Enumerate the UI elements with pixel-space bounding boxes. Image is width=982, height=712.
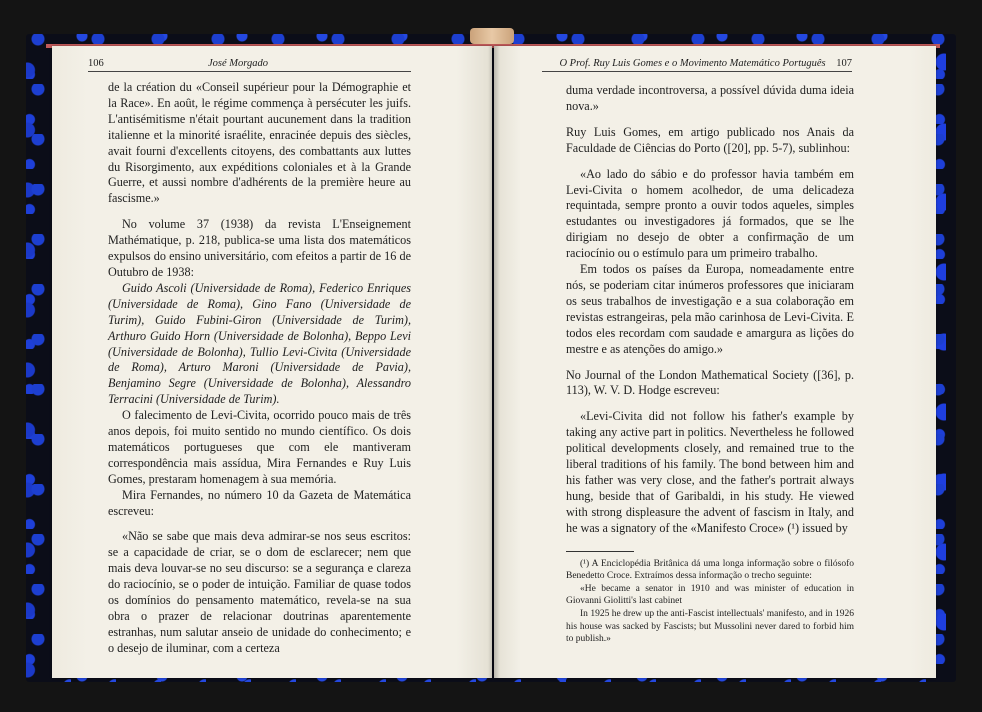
paragraph: Mira Fernandes, no número 10 da Gazeta de Matemática escreveu: (108, 487, 411, 518)
footnote: In 1925 he drew up the anti-Fascist intellectuals' manifesto, and in 1926 his house was sacked by Fascists; but Mussolini never dared to forbid him to publish.» (566, 608, 854, 645)
footnotes (566, 558, 854, 646)
left-page-text (108, 80, 411, 657)
block-quote: Em todos os países da Europa, nomeadamente entre nós, se poderiam citar inúmeros professores que iniciaram os seus trabalhos de investigação e a sua colaboração em revistas estrangeiras, pela mão carinhosa de Levi-Civita. E todos eles recordam com saudade e amargura as lições do mestre e as atenções do amigo.» (566, 262, 854, 356)
block-quote: «Não se sabe que mais deva admirar-se nos seus escritos: se a capacidade de criar, se o dom de esclarecer; nem que mais deva louvar-se no seu discurso: se a segurança e clareza do raciocínio, se o poder de intuição. Familiar de quase todos os domínios do pensamento matemático, revela-se na sua obra o prazer de relacionar doutrinas aparentemente estranhas, num salutar anseio de unidade do conhecimento; e o desejo de iluminar, com a certeza (108, 529, 411, 655)
left-page-header (88, 58, 411, 72)
right-page (494, 46, 936, 678)
paragraph: O falecimento de Levi-Civita, ocorrido pouco mais de três anos depois, foi muito sentido no mundo científico. Os dois matemáticos portugueses que com ele mantiveram correspondência mais assídua, Mira Fernandes e Ruy Luis Gomes, prestaram homenagem à sua memória. (108, 408, 411, 486)
right-page-text (566, 83, 854, 646)
paragraph: de la création du «Conseil supérieur pour la Démographie et la Race». En août, le régime commença à persécuter les juifs. L'antisémitisme n'était pourtant aucunement dans la tradition italienne et la minorité israélite, enracinée depuis des siècles, avait fourni d'excellents citoyens, des combattants aux luttes du Risorgimento, aux expéditions coloniales et à la Grande Guerre, et aussi nombre d'adhérents de la première heure au fascisme.» (108, 80, 411, 206)
paragraph: Guido Ascoli (Universidade de Roma), Federico Enriques (Universidade de Roma), Gino Fano (Universidade de Turim), Guido Fubini-Giron (Universidade de Turim), Arthuro Guido Horn (Universidade de Bolonha), Beppo Levi (Universidade de Bolonha), Tullio Levi-Civita (Universidade de Roma), Arturo Maroni (Universidade de Pavia), Benjamino Segre (Universidade de Bolonha), Alessandro Terracini (Universidade de Turim). (108, 280, 411, 407)
book-gutter (488, 46, 500, 678)
paragraph: No volume 37 (1938) da revista L'Enseignement Mathématique, p. 218, publica-se uma lista dos matemáticos expulsos do ensino universitário, com efeitos a partir de 16 de Outubro de 1938: (108, 217, 411, 279)
paragraph: duma verdade incontroversa, a possível dúvida duma ideia nova.» (566, 83, 854, 113)
block-quote: «Ao lado do sábio e do professor havia também em Levi-Civita o homem acolhedor, de uma delicadeza requintada, sempre pronto a ouvir todos aqueles, simples estudantes ou investigadores já formados, que se lhe dirigiam no desejo de obter a confirmação de um raciocínio ou o estímulo para um primeiro trabalho. (566, 166, 854, 261)
footnote: (¹) A Enciclopédia Britânica dá uma longa informação sobre o filósofo Benedetto Croce. Extraímos dessa informação o trecho seguinte: (566, 558, 854, 582)
running-head: José Morgado (208, 58, 268, 69)
footnote-rule (566, 551, 634, 552)
page-number: 107 (836, 58, 852, 69)
paragraph: Ruy Luis Gomes, em artigo publicado nos Anais da Faculdade de Ciências do Porto ([20], pp. 5-7), sublinhou: (566, 124, 854, 155)
block-quote: «Levi-Civita did not follow his father's example by taking any active part in politics. Nevertheless he followed political developments closely, and remained true to the liberal traditions of his family. The bond between him and his father was very close, and the father's portrait always hung, beside that of Garibaldi, in his study. He viewed with strong displeasure the advent of fascism in Italy, and he was a signatory of the «Manifesto Croce» (¹) issued by (566, 409, 854, 535)
paragraph: No Journal of the London Mathematical Society ([36], p. 113), W. V. D. Hodge escreveu: (566, 367, 854, 398)
page-number: 106 (88, 58, 104, 69)
running-head: O Prof. Ruy Luis Gomes e o Movimento Matemático Português (559, 58, 826, 69)
book-spine-top (470, 28, 514, 44)
footnote: «He became a senator in 1910 and was minister of education in Giovanni Giolitti's last cabinet (566, 583, 854, 607)
right-page-header (542, 58, 852, 72)
left-page (52, 46, 492, 678)
